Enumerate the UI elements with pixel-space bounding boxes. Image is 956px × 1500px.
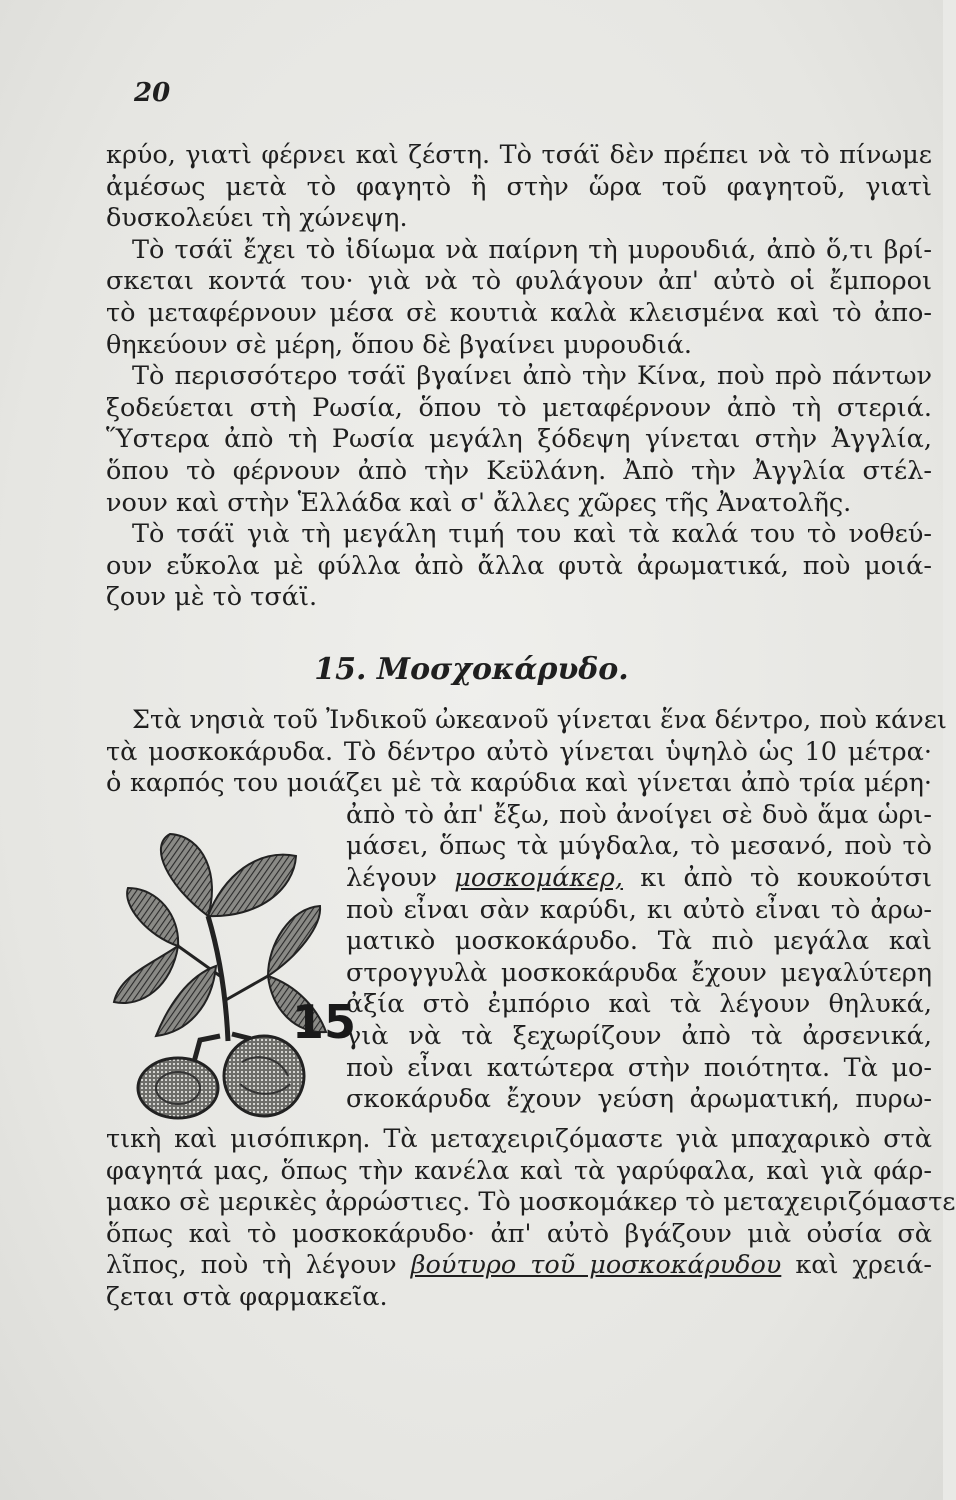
text-line: νουν καὶ στὴν Ἑλλάδα καὶ σ' ἄλλες χῶρες τῆς Ἀνατολῆς.: [106, 487, 852, 518]
text-line: τὰ μοσκοκάρυδα. Τὸ δέντρο αὐτὸ γίνεται ὑψηλὸ ὡς 10 μέτρα·: [106, 736, 932, 767]
nutmeg-illustration: [108, 826, 357, 1126]
text-line: ξοδεύεται στὴ Ρωσία, ὅπου τὸ μεταφέρνουν ἀπὸ τὴ στεριά.: [106, 392, 932, 423]
text-line: σκεται κοντά του· γιὰ νὰ τὸ φυλάγουν ἀπ' αὐτὸ οἱ ἔμποροι: [106, 266, 932, 297]
text-line: σκοκάρυδα ἔχουν γεύση ἀρωματική, πυρω-: [346, 1084, 932, 1115]
word-legoun: λέγουν: [346, 862, 437, 893]
text-line: ποὺ εἶναι κατώτερα στὴν ποιότητα. Τὰ μο-: [346, 1052, 932, 1083]
tea-paragraphs: [106, 140, 932, 614]
text-line: μάσει, ὅπως τὰ μύγδαλα, τὸ μεσανό, ποὺ τὸ: [346, 831, 932, 862]
text-line: στρογγυλὰ μοσκοκάρυδα ἔχουν μεγαλύτερη: [346, 957, 932, 988]
term-moskomaker: μοσκομάκερ,: [454, 862, 623, 893]
nutmeg-branch-icon: [108, 826, 357, 1126]
text-line: τικὴ καὶ μισόπικρη. Τὰ μεταχειριζόμαστε γιὰ μπαχαρικὸ στὰ: [106, 1124, 932, 1154]
text-line: ὅπου τὸ φέρνουν ἀπὸ τὴν Κεϋλάνη. Ἀπὸ τὴν Ἀγγλία στέλ-: [106, 455, 932, 486]
text-line: θηκεύουν σὲ μέρη, ὅπου δὲ βγαίνει μυρουδιά.: [106, 329, 693, 360]
text-line: ποὺ εἶναι σὰν καρύδι, κι αὐτὸ εἶναι τὸ ἀρω-: [346, 894, 932, 925]
text-line: ἀμέσως μετὰ τὸ φαγητὸ ἢ στὴν ὥρα τοῦ φαγητοῦ, γιατὶ: [106, 171, 932, 202]
text-line: γιὰ νὰ τὰ ξεχωρίζουν ἀπὸ τὰ ἀρσενικά,: [346, 1020, 932, 1051]
text-line: ἀπὸ τὸ ἀπ' ἔξω, ποὺ ἀνοίγει σὲ δυὸ ἅμα ὡρι-: [346, 799, 932, 830]
text-line: ὁ καρπός του μοιάζει μὲ τὰ καρύδια καὶ γίνεται ἀπὸ τρία μέρη·: [106, 768, 932, 799]
text-line: ἀξία στὸ ἐμπόριο καὶ τὰ λέγουν θηλυκά,: [346, 989, 932, 1020]
text-line: ματικὸ μοσκοκάρυδο. Τὰ πιὸ μεγάλα καὶ: [346, 926, 932, 957]
text-line: Τὸ τσάϊ γιὰ τὴ μεγάλη τιμή του καὶ τὰ καλά του τὸ νοθεύ-: [132, 519, 932, 550]
text-line: Στὰ νησιὰ τοῦ Ἰνδικοῦ ὠκεανοῦ γίνεται ἕνα δέντρο, ποὺ κάνει: [132, 705, 947, 735]
line-rest: κι ἀπὸ τὸ κουκούτσι: [640, 862, 933, 893]
text-line: [106, 1250, 932, 1282]
text-line: κρύο, γιατὶ φέρνει καὶ ζέστη. Τὸ τσάϊ δὲν πρέπει νὰ τὸ πίνωμε: [106, 140, 932, 170]
text-line: φαγητά μας, ὅπως τὴν κανέλα καὶ τὰ γαρύφαλα, καὶ γιὰ φάρ-: [106, 1155, 932, 1186]
nutmeg-paragraph-end: [106, 1124, 956, 1314]
line-end: καὶ χρειά-: [795, 1250, 933, 1281]
text-line: ζουν μὲ τὸ τσάϊ.: [106, 582, 318, 613]
section-heading: 15. Μοσχοκάρυδο.: [314, 652, 629, 687]
text-line: Τὸ τσάϊ ἔχει τὸ ἰδίωμα νὰ παίρνη τὴ μυρουδιά, ἀπὸ ὅ,τι βρί-: [132, 234, 932, 265]
text-line: μακο σὲ μερικὲς ἀρρώστιες. Τὸ μοσκομάκερ τὸ μεταχειριζόμαστε: [106, 1187, 956, 1218]
text-line: Ὕστερα ἀπὸ τὴ Ρωσία μεγάλη ξόδεψη γίνεται στὴν Ἀγγλία,: [106, 424, 932, 455]
text-line: Τὸ περισσότερο τσάϊ βγαίνει ἀπὸ τὴν Κίνα, ποὺ πρὸ πάντων: [132, 361, 932, 392]
term-nutmeg-butter: βούτυρο τοῦ μοσκοκάρυδου: [410, 1250, 782, 1281]
text-line: [346, 863, 932, 895]
text-line: ὅπως καὶ τὸ μοσκοκάρυδο· ἀπ' αὐτὸ βγάζουν μιὰ οὐσία σὰ: [106, 1218, 932, 1249]
text-line: δυσκολεύει τὴ χώνεψη.: [106, 203, 408, 234]
text-line: ζεται στὰ φαρμακεῖα.: [106, 1281, 388, 1312]
figure-label: 15: [292, 995, 357, 1049]
line-start: λῖπος, ποὺ τὴ λέγουν: [106, 1250, 397, 1281]
text-line: ουν εὔκολα μὲ φύλλα ἀπὸ ἄλλα φυτὰ ἀρωματικά, ποὺ μοιά-: [106, 550, 932, 581]
page-number: 20: [134, 78, 171, 108]
text-line: τὸ μεταφέρνουν μέσα σὲ κουτιὰ καλὰ κλεισμένα καὶ τὸ ἀπο-: [106, 297, 932, 328]
